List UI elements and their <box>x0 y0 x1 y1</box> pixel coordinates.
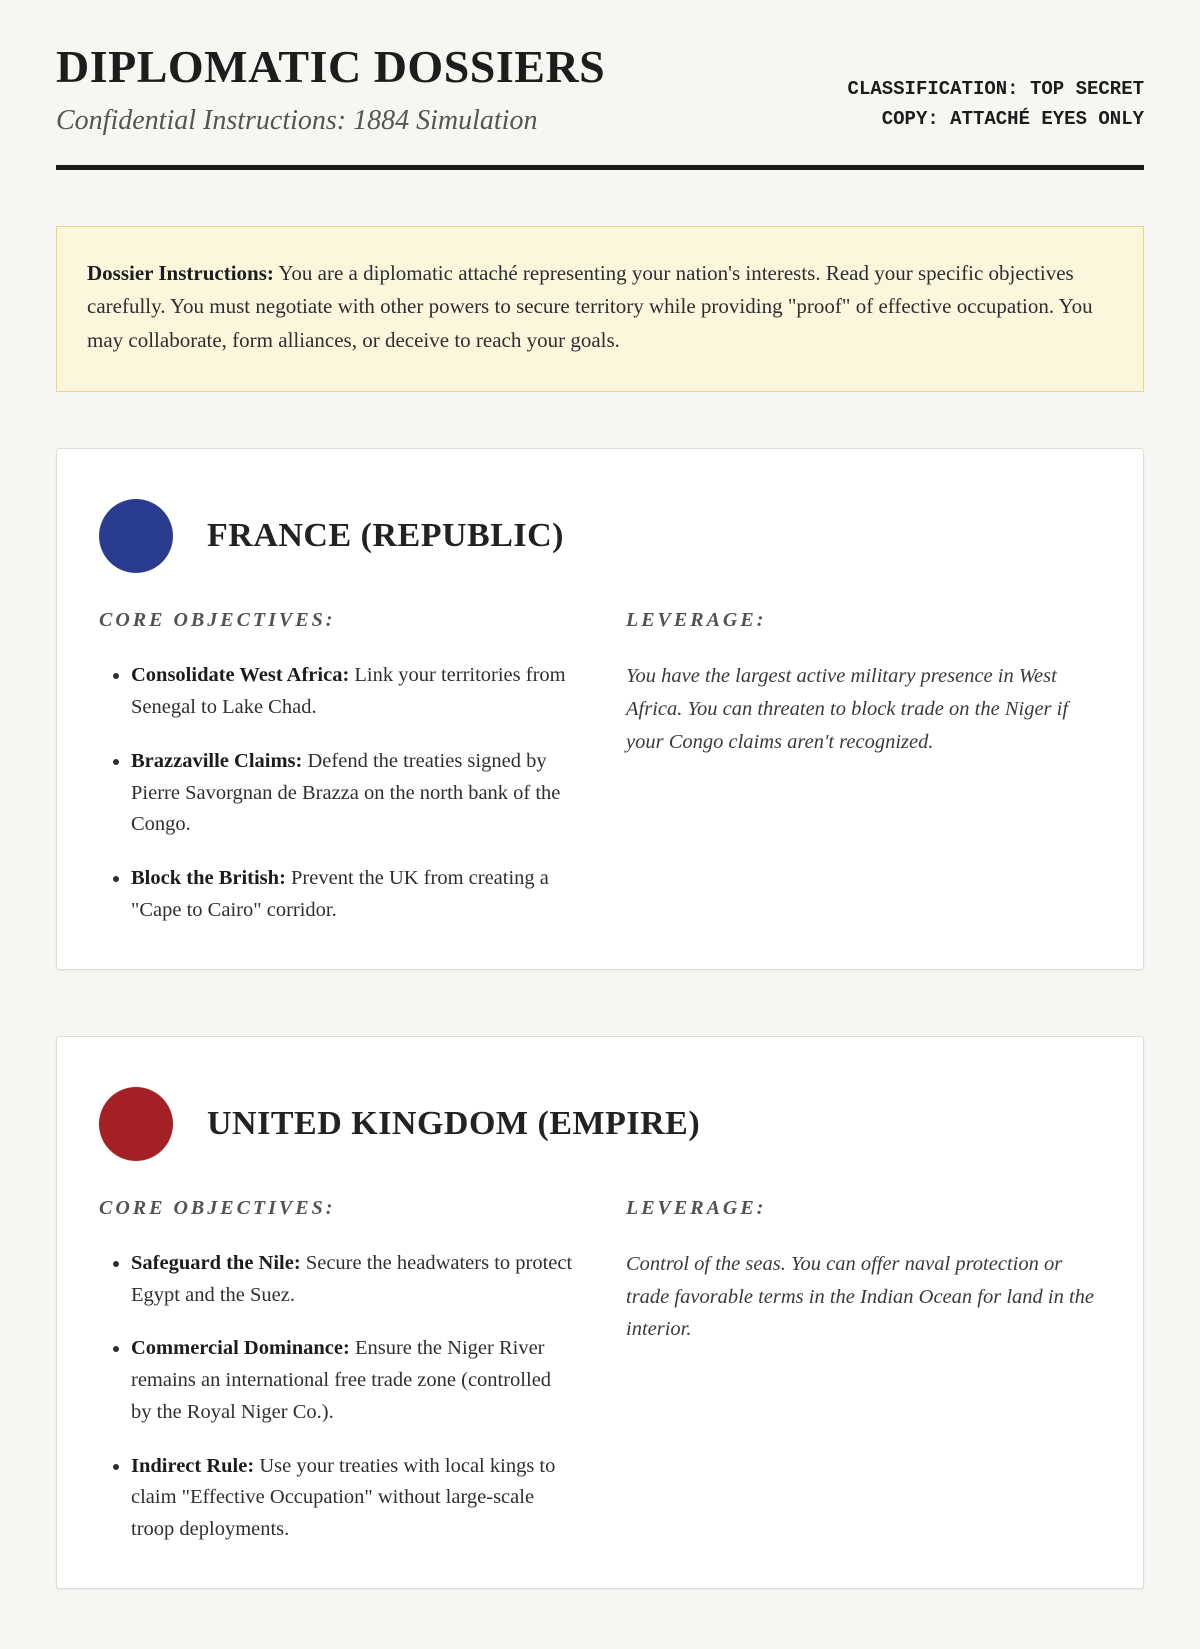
header-rule <box>56 165 1144 170</box>
core-objectives-label: CORE OBJECTIVES: <box>99 1196 336 1219</box>
objective-title: Brazzaville Claims: <box>131 749 303 772</box>
objective-item <box>131 1248 574 1312</box>
objective-item <box>131 1333 574 1428</box>
dossier-card-france <box>56 448 1144 969</box>
objective-item <box>131 660 574 724</box>
classification-block <box>848 74 1144 137</box>
masthead <box>56 42 1144 137</box>
leverage-column <box>626 1197 1101 1546</box>
objective-title: Safeguard the Nile: <box>131 1251 301 1274</box>
instructions-box <box>56 226 1144 393</box>
objective-title: Block the British: <box>131 867 286 890</box>
objective-item <box>131 1451 574 1546</box>
objective-text: Secure the headwaters to protect Egypt and the Suez. <box>131 1251 573 1306</box>
objectives-list <box>99 660 574 926</box>
objective-title: Consolidate West Africa: <box>131 664 350 687</box>
page-subtitle: Confidential Instructions: 1884 Simulation <box>56 104 538 136</box>
objective-title: Commercial Dominance: <box>131 1337 350 1360</box>
nation-color-dot <box>99 499 173 573</box>
instructions-label: Dossier Instructions: <box>87 260 274 285</box>
leverage-column <box>626 609 1101 926</box>
leverage-text: Control of the seas. You can offer naval protection or trade favorable terms in the Indian Ocean for land in the interior. <box>626 1252 1095 1341</box>
card-header <box>99 1087 1101 1161</box>
nation-name: UNITED KINGDOM (EMPIRE) <box>207 1104 701 1142</box>
card-header <box>99 499 1101 573</box>
leverage-label: LEVERAGE: <box>626 609 767 632</box>
dossier-card-uk <box>56 1036 1144 1589</box>
leverage-label: LEVERAGE: <box>626 1196 767 1219</box>
masthead-title-block <box>56 42 605 137</box>
classification-line-2: COPY: ATTACHÉ EYES ONLY <box>881 108 1144 131</box>
objective-text: Prevent the UK from creating a "Cape to Cairo" corridor. <box>131 867 549 921</box>
page-title: DIPLOMATIC DOSSIERS <box>56 41 606 92</box>
classification-line-1: CLASSIFICATION: TOP SECRET <box>847 77 1144 100</box>
nation-color-dot <box>99 1087 173 1161</box>
objective-title: Indirect Rule: <box>131 1454 255 1477</box>
objectives-column <box>99 1197 574 1546</box>
core-objectives-label: CORE OBJECTIVES: <box>99 609 336 632</box>
objective-item <box>131 746 574 841</box>
objective-item <box>131 863 574 927</box>
nation-name: FRANCE (REPUBLIC) <box>207 517 564 555</box>
objective-text: Use your treaties with local kings to claim "Effective Occupation" without large-scale troop deployments. <box>131 1454 556 1541</box>
leverage-text: You have the largest active military presence in West Africa. You can threaten to block trade on the Niger if your Congo claims aren't recognized. <box>626 665 1069 753</box>
objective-text: Ensure the Niger River remains an international free trade zone (controlled by the Royal Niger Co.). <box>131 1337 552 1423</box>
objectives-column <box>99 609 574 926</box>
objectives-list <box>99 1248 574 1546</box>
objective-text: Defend the treaties signed by Pierre Savorgnan de Brazza on the north bank of the Congo. <box>131 749 561 836</box>
objective-text: Link your territories from Senegal to Lake Chad. <box>131 664 566 719</box>
instructions-text: You are a diplomatic attaché representing your nation's interests. Read your specific objectives carefully. You must negotiate with other powers to secure territory while providing "proof" of effective occupation. You may collaborate, form alliances, or deceive to reach your goals. <box>87 260 1093 352</box>
card-columns <box>99 609 1101 926</box>
card-columns <box>99 1197 1101 1546</box>
